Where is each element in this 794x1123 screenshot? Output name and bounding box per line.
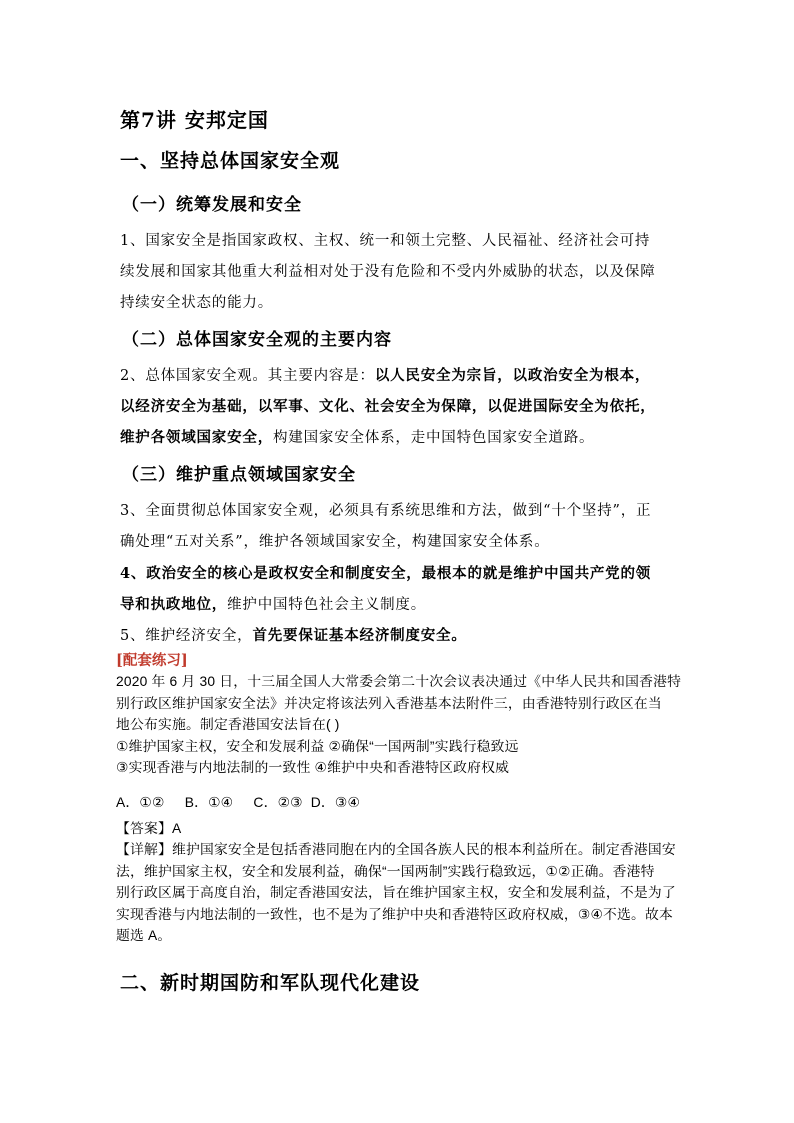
- paragraph-5-bold: 首先要保证基本经济制度安全。: [252, 627, 467, 644]
- exercise-option-line-1: ①维护国家主权，安全和发展利益 ②确保“一国两制”实践行稳致远: [116, 739, 519, 754]
- explanation-line-2: 法，维护国家主权，安全和发展利益，确保“一国两制”实践行稳致远，①②正确。香港特: [116, 864, 655, 879]
- paragraph-2-plain-3: 构建国家安全体系，走中国特色国家安全道路。: [273, 430, 595, 446]
- explanation-line-3: 别行政区属于高度自治，制定香港国安法，旨在维护国家主权，安全和发展利益，不是为了: [116, 885, 676, 900]
- subsection-1-title: （一）统筹发展和安全: [122, 195, 302, 215]
- paragraph-4-plain-2: 维护中国特色社会主义制度。: [227, 597, 427, 613]
- exercise-question-line-3: 地公布实施。制定香港国安法旨在( ): [116, 717, 340, 732]
- exercise-question-line-2: 别行政区维护国家安全法》并决定将该法列入香港基本法附件三，由香港特别行政区在当: [116, 696, 662, 711]
- paragraph-4-bold-2: 导和执政地位，: [120, 596, 228, 613]
- exercise-choices: A．①② B．①④ C．②③ D．③④: [116, 795, 361, 810]
- exercise-question-line-1: 2020 年 6 月 30 日，十三届全国人大常委会第二十次会议表决通过《中华人民共和国香港特: [116, 674, 682, 689]
- section-1-title: 一、坚持总体国家安全观: [120, 150, 341, 172]
- paragraph-2-plain-1: 2、总体国家安全观。其主要内容是：: [120, 368, 375, 384]
- paragraph-5: [120, 624, 467, 645]
- subsection-2-title: （二）总体国家安全观的主要内容: [122, 330, 392, 350]
- paragraph-5-plain: 5、维护经济安全，: [120, 628, 253, 644]
- paragraph-2-line-3: [120, 426, 594, 447]
- paragraph-2-line-1: [120, 364, 650, 385]
- explanation-line-4: 实现香港与内地法制的一致性，也不是为了维护中央和香港特区政府权威，③④不选。故本: [116, 907, 674, 922]
- answer-value: A: [172, 821, 182, 836]
- paragraph-2-bold-1: 以人民安全为宗旨，以政治安全为根本，: [374, 367, 651, 384]
- paragraph-2-line-2: 以经济安全为基础，以军事、文化、社会安全为保障，以促进国际安全为依托，: [120, 398, 656, 415]
- paragraph-4-line-2: [120, 593, 426, 614]
- paragraph-3-line-2: 确处理“五对关系”，维护各领域国家安全，构建国家安全体系。: [120, 534, 550, 550]
- paragraph-1-line-2: 续发展和国家其他重大利益相对处于没有危险和不受内外威胁的状态，以及保障: [120, 264, 656, 280]
- exercise-title: [配套练习]: [116, 652, 188, 669]
- paragraph-2-bold-3: 维护各领域国家安全，: [120, 429, 273, 446]
- lecture-title: 第7讲 安邦定国: [120, 108, 269, 132]
- answer-label: 【答案】: [116, 821, 172, 836]
- paragraph-4-line-1: 4、政治安全的核心是政权安全和制度安全，最根本的就是维护中国共产党的领: [120, 565, 652, 582]
- paragraph-1-line-3: 持续安全状态的能力。: [120, 295, 273, 311]
- paragraph-1-line-1: 1、国家安全是指国家政权、主权、统一和领土完整、人民福祉、经济社会可持: [120, 233, 651, 249]
- section-2-title: 二、新时期国防和军队现代化建设: [120, 972, 421, 994]
- paragraph-3-line-1: 3、全面贯彻总体国家安全观，必须具有系统思维和方法，做到“十个坚持”，正: [120, 503, 652, 519]
- exercise-option-line-2: ③实现香港与内地法制的一致性 ④维护中央和香港特区政府权威: [116, 760, 510, 775]
- exercise-answer: [116, 817, 181, 837]
- explanation-line-1: 【详解】维护国家安全是包括香港同胞在内的全国各族人民的根本利益所在。制定香港国安: [116, 842, 676, 857]
- subsection-3-title: （三）维护重点领域国家安全: [122, 465, 356, 485]
- explanation-line-5: 题选 A。: [116, 928, 172, 943]
